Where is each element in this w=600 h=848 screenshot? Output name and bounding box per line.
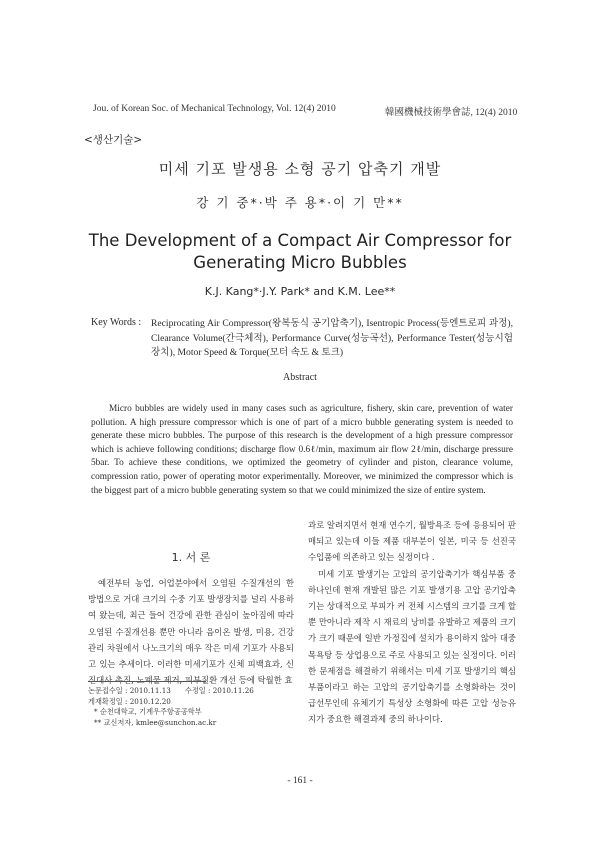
footnote-divider [88, 681, 206, 682]
article-category: <생산기술> [84, 134, 143, 146]
page-number: - 161 - [287, 776, 313, 786]
keywords-text: Reciprocating Air Compressor(왕복동식 공기압축기), Isentropic Process(등엔트로피 과정), Clearance Volume(간극체적), Performance Curve(성능곡선), Performance Tester(성능시험장치), Motor Speed & Torque(모터 속도 & 토크) [151, 318, 513, 358]
journal-header-left: Jou. of Korean Soc. of Mechanical Technology, Vol. 12(4) 2010 [93, 104, 336, 114]
title-english [0, 230, 600, 274]
footnote-corresponding: ** 교신저자, kmlee@sunchon.ac.kr [94, 717, 217, 727]
authors-english: K.J. Kang*·J.Y. Park* and K.M. Lee** [204, 285, 396, 298]
title-english-line1: The Development of a Compact Air Compressor for [88, 231, 512, 250]
title-korean: 미세 기포 발생용 소형 공기 압축기 개발 [158, 160, 442, 178]
footnote-accepted: 게재확정일 : 2010.12.20 [88, 696, 171, 706]
intro-paragraph-2: 미세 기포 발생기는 고압의 공기압축기가 핵심부품 중 하나인데 현재 개발된 많은 기포 발생기용 고압 공기압축기는 상대적으로 부피가 커 전체 시스템의 크기를 크게 할 뿐 만아니라 제작 시 재료의 낭비를 유발하고 제품의 크기가 크기 때문에 일반 가정집에 설치가 용이하지 않아 대중목욕탕 등 상업용으로 주로 사용되고 있는 실정이다. 이러한 문제점을 해결하기 위해서는 미세 기포 발생기의 핵심부품이라고 하는 고압의 공기압축기를 소형화하는 것이 급선무인데 유체기기 특성상 소형화에 따른 고압 성능유지가 중요한 해결과제 중의 하나이다. [308, 568, 516, 725]
keywords-label: Key Words : [91, 317, 142, 328]
authors-korean: 강 기 중*·박 주 용*·이 기 만** [196, 195, 404, 210]
journal-header-right: 韓國機械技術學會誌, 12(4) 2010 [385, 108, 518, 118]
footnote-affiliation: * 순천대학교, 기계우주항공공학부 [94, 707, 202, 716]
left-column [88, 575, 294, 688]
intro-paragraph-1-cont: 과로 알려지면서 현재 연수기, 월방욕조 등에 응용되어 판매되고 있는데 이들 제품 대부분이 일본, 미국 등 선진국 수입품에 의존하고 있는 실정이다 . [308, 520, 516, 563]
intro-paragraph-1: 예전부터 농업, 어업분야에서 오염된 수질개선의 한 방법으로 거대 크기의 수중 기포 발생장치를 널리 사용하여 왔는데, 최근 들어 건강에 관한 관심이 높아짐에 따라 오염된 수질개선용 뿐만 아니라 음이온 발생, 미용, 건강관리 차원에서 나노크기의 매우 작은 미세 기포가 사용되고 있는 추세이다. 이러한 미세기포가 신체 피백효과, 신진대사 촉진, 노폐물 제거, 피부질환 개선 등에 탁월한 효 [88, 578, 294, 686]
footnote-received: 논문접수일 : 2010.11.13 [88, 686, 171, 695]
right-column [308, 517, 516, 728]
footnotes [88, 686, 298, 728]
footnote-revised: 수정일 : 2010.11.26 [184, 686, 254, 695]
section-heading: 1. 서 론 [171, 551, 211, 564]
abstract-paragraph: Micro bubbles are widely used in many cases such as agriculture, fishery, skin care, prevention of water pollution. A high pressure compressor which is one of part of a micro bubble generating system is needed to generate these micro bubbles. The purpose of this research is the development of a high pressure compressor which is achieve following conditions; discharge flow 0.6ℓ/min, maximum air flow 2ℓ/min, discharge pressure 5bar. To achieve these conditions, we optimized the geometry of cylinder and piston, clearance volume, compression ratio, power of operating motor experimentally. Moreover, we minimized the compressor which is the biggest part of a micro bubble generating system so that we could minimized the size of entire system. [91, 404, 513, 496]
abstract-body [91, 403, 513, 498]
abstract-heading: Abstract [283, 372, 317, 383]
title-english-line2: Generating Micro Bubbles [193, 253, 407, 272]
